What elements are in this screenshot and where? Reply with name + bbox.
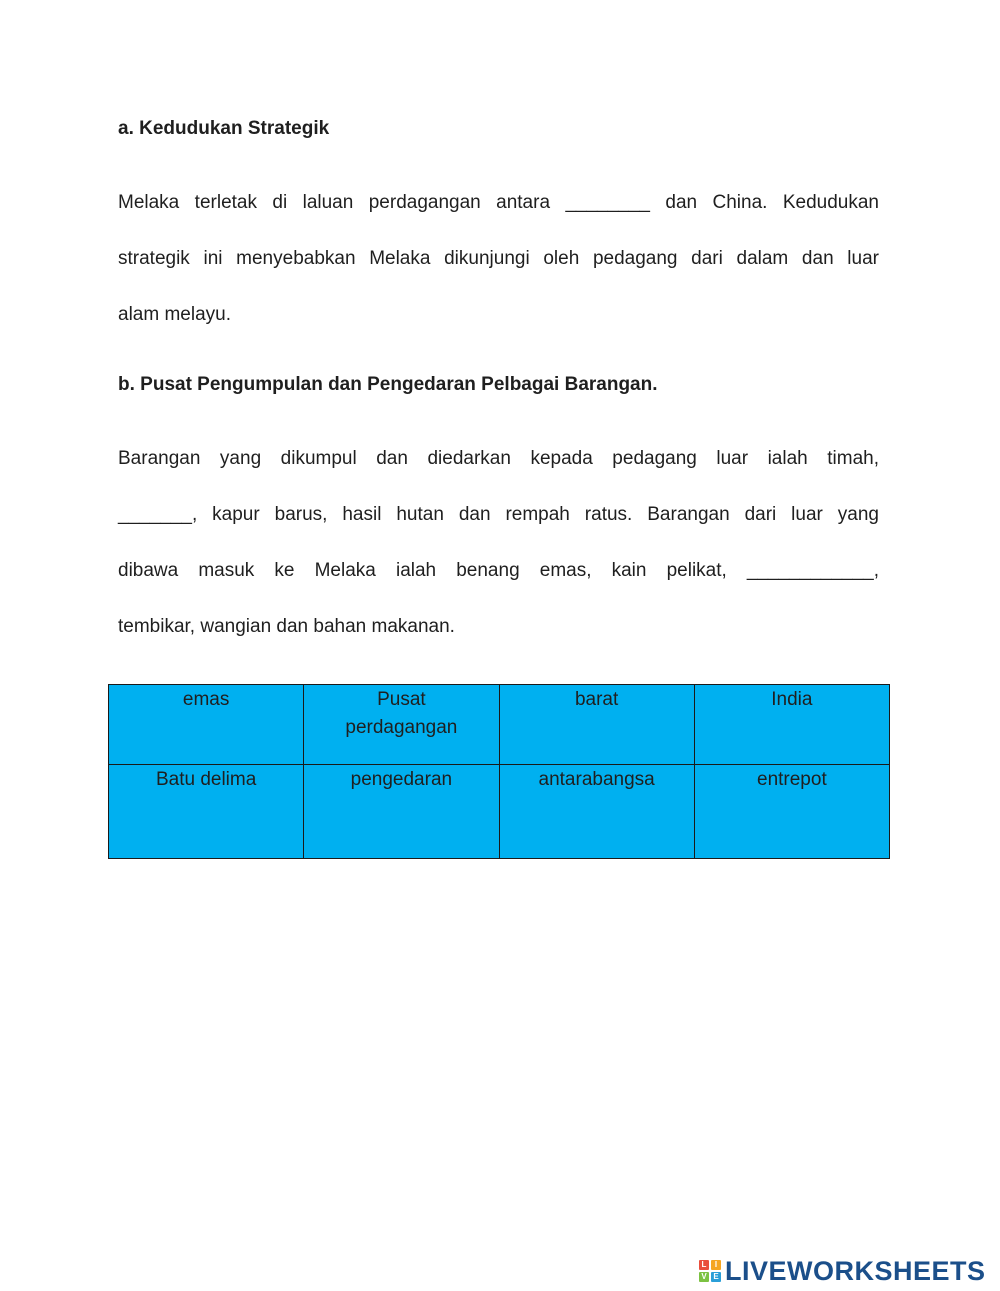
section-a-paragraph bbox=[118, 175, 879, 343]
logo-mark-tile: L bbox=[699, 1260, 709, 1270]
word-bank-cell-antarabangsa[interactable]: antarabangsa bbox=[499, 765, 694, 859]
word-bank-cell-india[interactable]: India bbox=[694, 685, 889, 765]
paragraph-line: _______, kapur barus, hasil hutan dan rempah ratus. Barangan dari luar yang bbox=[118, 504, 879, 525]
word-bank-cell-pusat-perdagangan[interactable]: Pusat perdagangan bbox=[304, 685, 499, 765]
paragraph-line: strategik ini menyebabkan Melaka dikunjungi oleh pedagang dari dalam dan luar bbox=[118, 248, 879, 269]
word-bank-row bbox=[109, 765, 890, 859]
logo-mark-icon bbox=[699, 1260, 721, 1282]
paragraph-line: tembikar, wangian dan bahan makanan. bbox=[118, 616, 455, 637]
paragraph-line: Barangan yang dikumpul dan diedarkan kepada pedagang luar ialah timah, bbox=[118, 448, 879, 469]
paragraph-line: dibawa masuk ke Melaka ialah benang emas, kain pelikat, ____________, bbox=[118, 560, 879, 581]
logo-mark-tile: I bbox=[711, 1260, 721, 1270]
paragraph-line: alam melayu. bbox=[118, 304, 231, 325]
section-a-heading: a. Kedudukan Strategik bbox=[118, 118, 330, 139]
section-b-paragraph bbox=[118, 431, 879, 655]
word-bank-row bbox=[109, 685, 890, 765]
word-bank-cell-emas[interactable]: emas bbox=[109, 685, 304, 765]
word-bank-cell-batu-delima[interactable]: Batu delima bbox=[109, 765, 304, 859]
section-b-heading: b. Pusat Pengumpulan dan Pengedaran Pelbagai Barangan. bbox=[118, 374, 658, 395]
word-bank-cell-pengedaran[interactable]: pengedaran bbox=[304, 765, 499, 859]
logo-mark-tile: E bbox=[711, 1272, 721, 1282]
word-bank-cell-barat[interactable]: barat bbox=[499, 685, 694, 765]
logo-mark-tile: V bbox=[699, 1272, 709, 1282]
liveworksheets-logo bbox=[699, 1255, 986, 1286]
word-bank-cell-entrepot[interactable]: entrepot bbox=[694, 765, 889, 859]
paragraph-line: Melaka terletak di laluan perdagangan antara ________ dan China. Kedudukan bbox=[118, 192, 879, 213]
logo-text: LIVEWORKSHEETS bbox=[725, 1255, 986, 1286]
word-bank-table bbox=[108, 684, 890, 859]
